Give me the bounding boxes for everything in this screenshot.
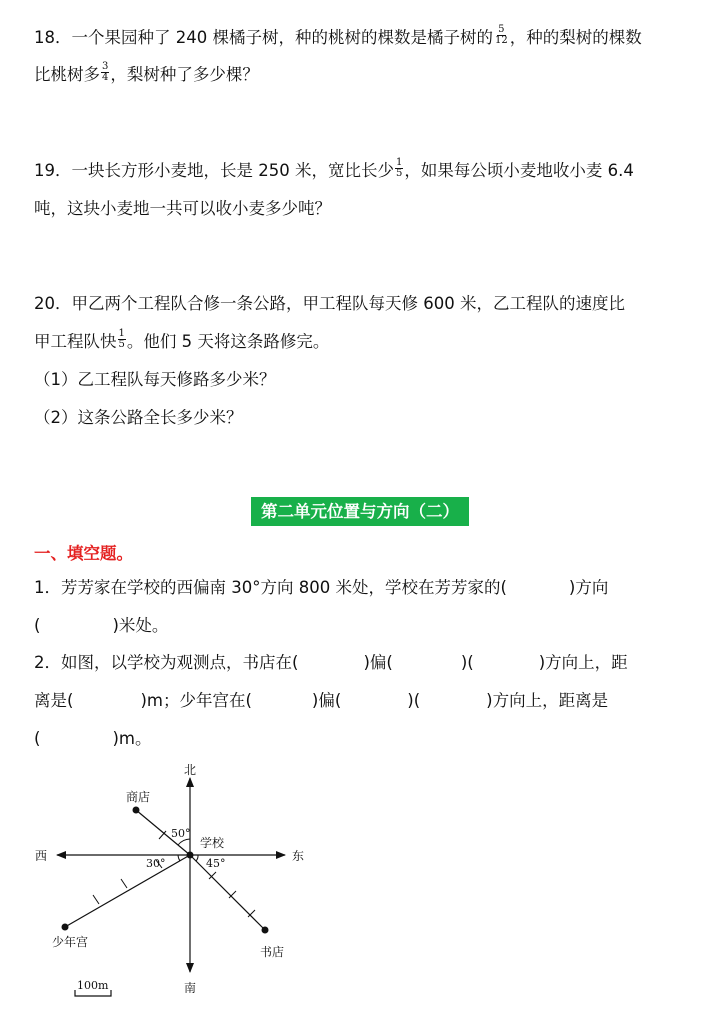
north-label: 北 xyxy=(184,763,197,777)
q20-line-2: 甲工程队快 $\frac{1}{5}$ 。他们 5 天将这条路修完。 xyxy=(34,328,330,351)
tick-mark xyxy=(93,895,99,904)
east-label: 东 xyxy=(292,849,305,863)
angle-arc-youth xyxy=(178,855,180,861)
scale-label: 100m xyxy=(77,979,109,992)
angle-label-book: 45° xyxy=(206,857,226,870)
west-label: 西 xyxy=(35,849,48,863)
youth-palace-point xyxy=(62,924,69,931)
school-label: 学校 xyxy=(200,836,225,850)
q18-fraction-1: $\frac{5}{12}$ xyxy=(494,24,508,46)
section-heading: 一、填空题。 xyxy=(34,544,133,563)
angle-label-store: 50° xyxy=(171,827,191,840)
q19-line-1: 19．一块长方形小麦地，长是 250 米，宽比长少 $\frac{1}{5}$ ，如果每公顷小麦地收小麦 6.4 xyxy=(34,157,634,180)
direction-diagram xyxy=(28,758,328,1008)
fill1-line-1: 1．芳芳家在学校的西偏南 30°方向 800 米处，学校在芳芳家的( )方向 xyxy=(34,578,609,597)
youth-palace-ray xyxy=(65,855,190,927)
fill2-line-3: ( )m。 xyxy=(34,729,152,748)
youth-palace-label: 少年宫 xyxy=(52,935,89,949)
bookstore-ray xyxy=(190,855,265,930)
q20-sub-question-2: （2）这条公路全长多少米？ xyxy=(34,408,243,427)
angle-label-youth: 30° xyxy=(146,857,166,870)
q18-line-1: 18．一个果园种了 240 棵橘子树，种的桃树的棵数是橘子树的 $\frac{5}{12}$ ，种的梨树的棵数 xyxy=(34,24,642,47)
q20-fraction: $\frac{1}{5}$ xyxy=(118,328,125,350)
tick-mark xyxy=(121,879,127,888)
fill2-line-1: 2．如图，以学校为观测点，书店在( )偏( )( )方向上，距 xyxy=(34,653,628,672)
q18-line-2: 比桃树多 $\frac{3}{4}$ ，梨树种了多少棵？ xyxy=(34,61,259,84)
q20-line-1: 20．甲乙两个工程队合修一条公路，甲工程队每天修 600 米，乙工程队的速度比 xyxy=(34,294,625,313)
q18-text: 18．一个果园种了 240 棵橘子树，种的桃树的棵数是橘子树的 xyxy=(34,28,493,47)
store-label: 商店 xyxy=(126,790,151,804)
south-label: 南 xyxy=(184,981,197,995)
unit-banner: 第二单元位置与方向（二） xyxy=(251,497,469,526)
q19-line-2: 吨，这块小麦地一共可以收小麦多少吨？ xyxy=(34,199,331,218)
school-point xyxy=(187,852,194,859)
angle-arc-book xyxy=(196,855,198,861)
q18-fraction-2: $\frac{3}{4}$ xyxy=(102,61,109,83)
fill2-line-2: 离是( )m；少年宫在( )偏( )( )方向上，距离是 xyxy=(34,691,609,710)
q19-fraction: $\frac{1}{5}$ xyxy=(395,157,403,179)
store-point xyxy=(133,807,140,814)
q20-sub-question-1: （1）乙工程队每天修路多少米？ xyxy=(34,370,276,389)
bookstore-point xyxy=(262,927,269,934)
bookstore-label: 书店 xyxy=(260,945,285,959)
fill1-line-2: ( )米处。 xyxy=(34,616,169,635)
